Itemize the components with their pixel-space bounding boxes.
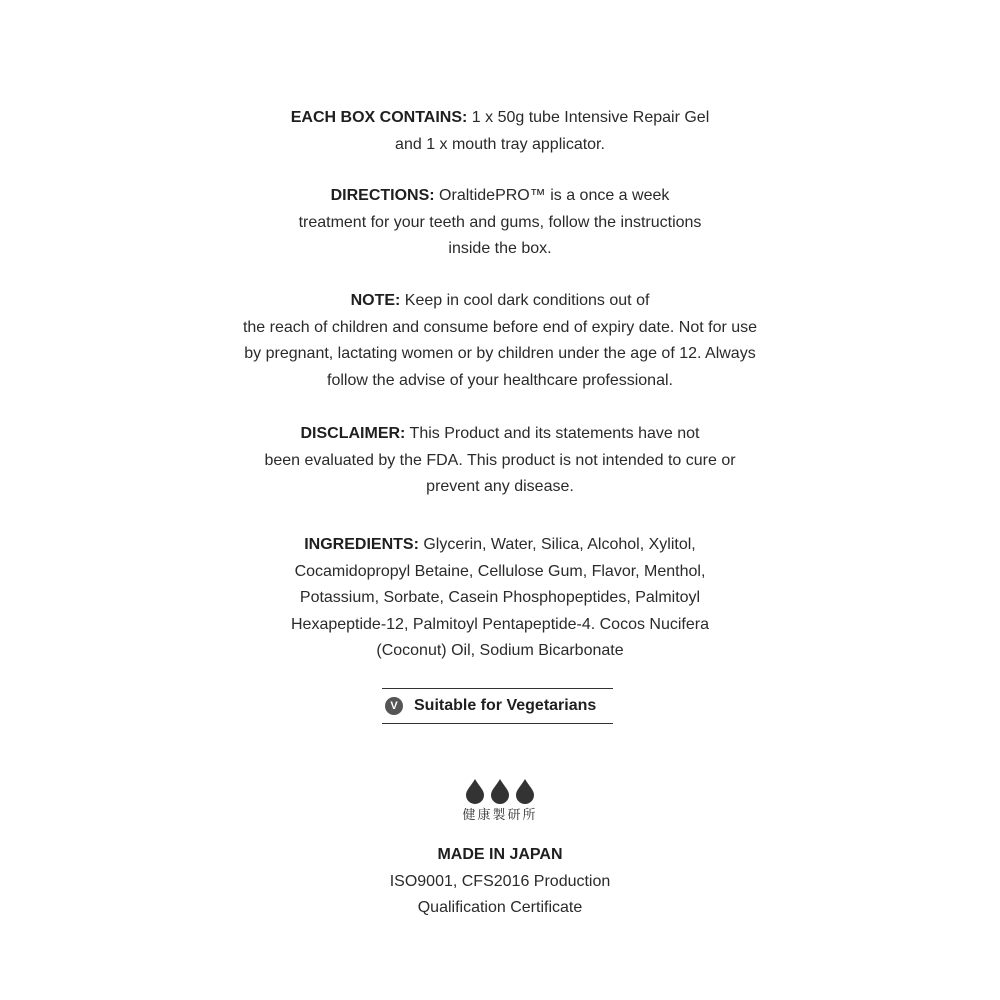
disclaimer-heading: DISCLAIMER: [300, 425, 406, 442]
brand-logo [449, 778, 551, 828]
ingredients-text-4: Hexapeptide-12, Palmitoyl Pentapeptide-4. Cocos Nucifera [290, 615, 709, 633]
directions-text-1: OraltidePRO™ is a once a week [434, 187, 670, 204]
box-contents-text-1: 1 x 50g tube Intensive Repair Gel [467, 109, 710, 126]
made-in-text-3: Qualification Certificate [417, 899, 583, 916]
note-line-1 [0, 288, 1000, 315]
made-in-section [0, 842, 1000, 922]
ingredients-heading: INGREDIENTS: [304, 536, 419, 553]
directions-line-1 [0, 183, 1000, 210]
directions-section [0, 183, 1000, 263]
disclaimer-section [0, 421, 1000, 501]
box-contents-section [0, 105, 1000, 158]
logo-text: 健康製研所 [462, 808, 538, 823]
note-text-4: follow the advise of your healthcare professional. [327, 371, 673, 389]
ingredients-text-2: Cocamidopropyl Betaine, Cellulose Gum, Flavor, Menthol, [294, 562, 706, 580]
made-in-text-2: ISO9001, CFS2016 Production [389, 872, 611, 890]
note-section [0, 288, 1000, 394]
ingredients-text-1: Glycerin, Water, Silica, Alcohol, Xylitol, [418, 536, 696, 553]
box-contents-text-2: and 1 x mouth tray applicator. [395, 135, 605, 153]
box-contents-heading: EACH BOX CONTAINS: [290, 109, 468, 126]
box-contents-line-1 [0, 105, 1000, 132]
directions-heading: DIRECTIONS: [330, 187, 435, 204]
ingredients-text-3: Potassium, Sorbate, Casein Phosphopeptides, Palmitoyl [299, 589, 701, 606]
v-circle-icon: V [385, 697, 403, 715]
vegetarian-badge [382, 688, 613, 724]
ingredients-section [0, 532, 1000, 665]
note-heading: NOTE: [350, 292, 401, 309]
directions-text-2: treatment for your teeth and gums, follow the instructions [298, 213, 702, 231]
ingredients-line-1 [0, 532, 1000, 559]
ingredients-text-5: (Coconut) Oil, Sodium Bicarbonate [376, 642, 624, 659]
three-drops-icon [463, 778, 537, 804]
note-text-1: Keep in cool dark conditions out of [400, 292, 650, 309]
made-in-japan-label: MADE IN JAPAN [437, 846, 563, 863]
disclaimer-text-3: prevent any disease. [426, 478, 574, 495]
note-text-2: the reach of children and consume before end of expiry date. Not for use [242, 318, 758, 336]
disclaimer-text-1: This Product and its statements have not [405, 425, 700, 442]
vegetarian-label: Suitable for Vegetarians [414, 697, 597, 714]
made-in-heading [0, 842, 1000, 869]
disclaimer-text-2: been evaluated by the FDA. This product is not intended to cure or [264, 451, 736, 469]
directions-text-3: inside the box. [448, 240, 552, 257]
disclaimer-line-1 [0, 421, 1000, 448]
note-text-3: by pregnant, lactating women or by children under the age of 12. Always [244, 345, 756, 362]
